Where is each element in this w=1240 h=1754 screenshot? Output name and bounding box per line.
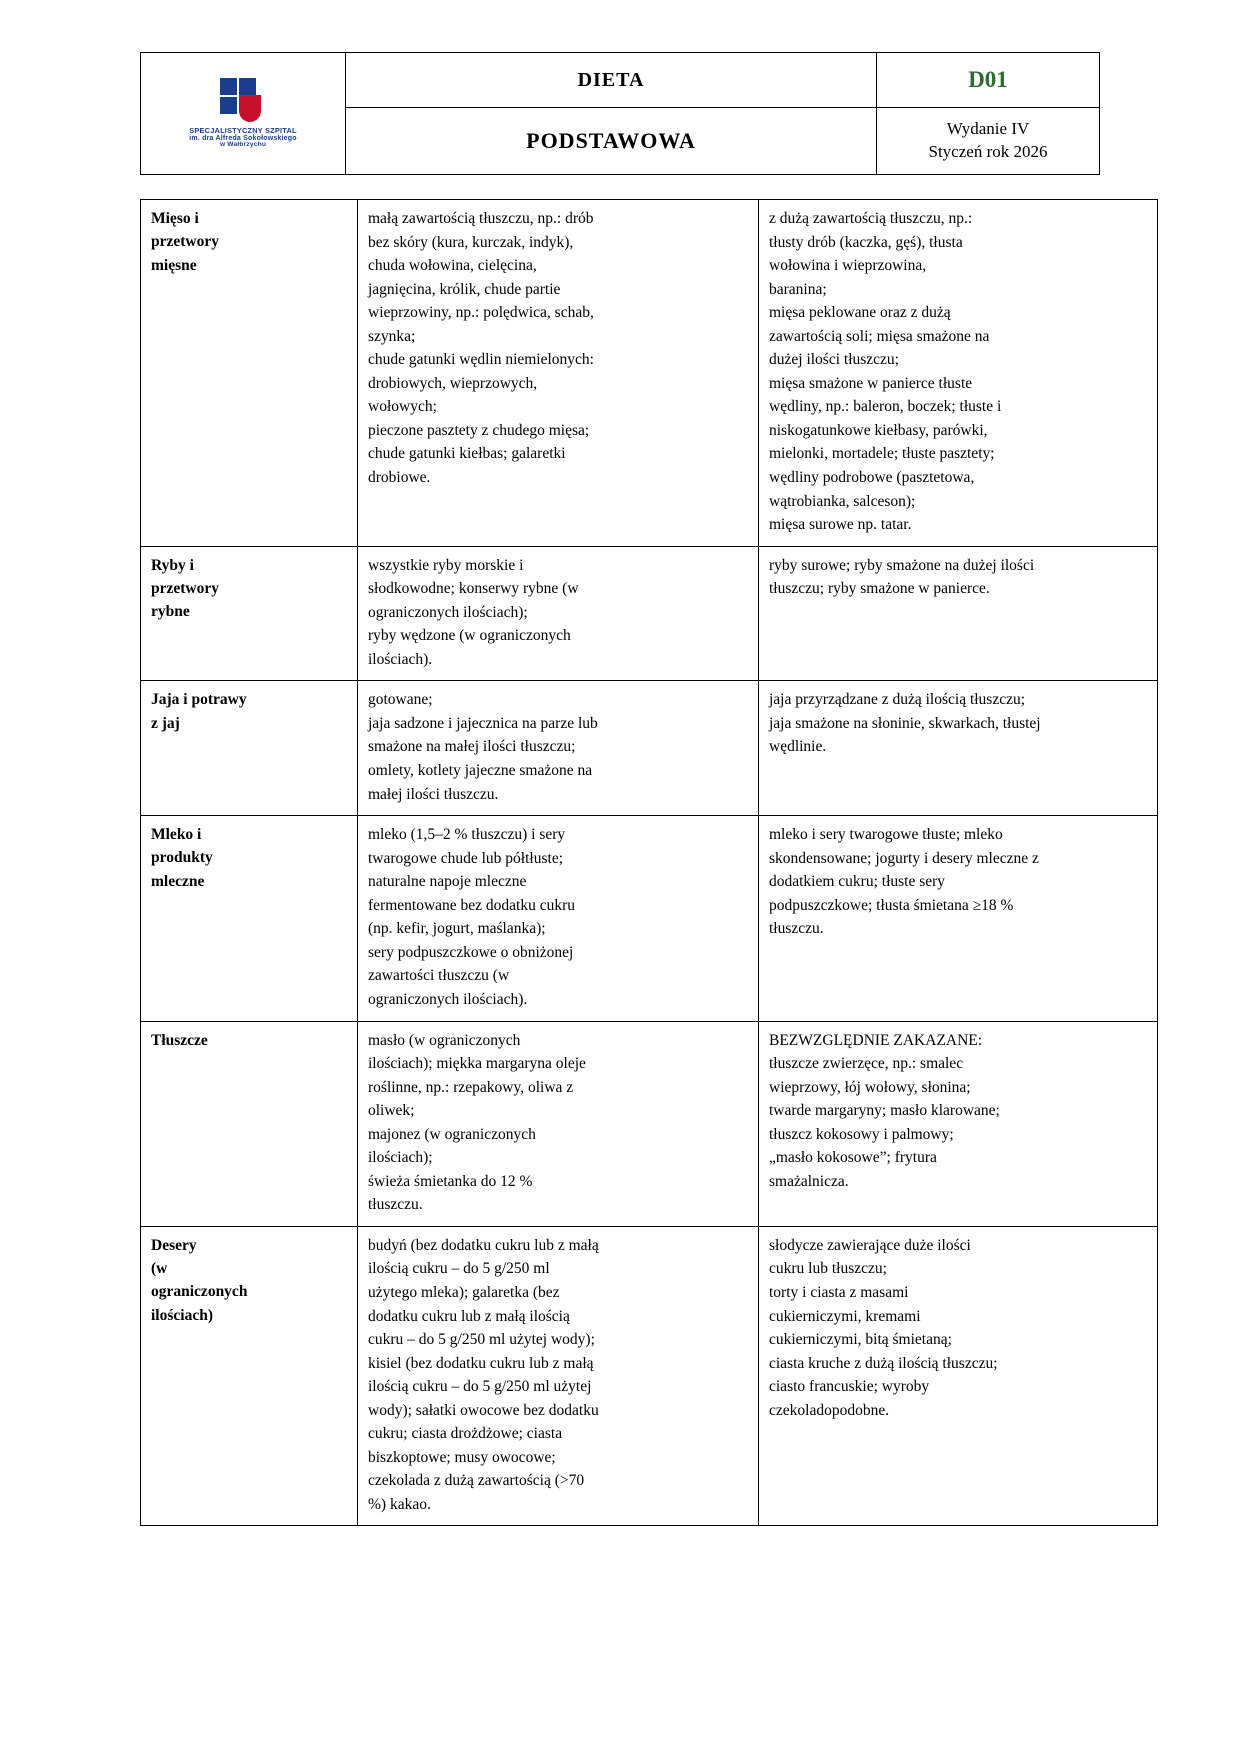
forbidden-cell (759, 200, 1158, 547)
diet-name: PODSTAWOWA (346, 108, 877, 175)
allowed-line: oliwek; (368, 1102, 415, 1120)
allowed-line: kisiel (bez dodatku cukru lub z małą (368, 1354, 594, 1372)
forbidden-line: jaja przyrządzane z dużą ilością tłuszczu; (769, 691, 1026, 709)
allowed-line: bez skóry (kura, kurczak, indyk), (368, 233, 574, 251)
category-line: mleczne (151, 872, 205, 890)
table-row (141, 1021, 1158, 1226)
category-cell (141, 546, 358, 681)
forbidden-line: słodycze zawierające duże ilości (769, 1236, 971, 1254)
allowed-line: dodatku cukru lub z małą ilością (368, 1307, 570, 1325)
allowed-line: mleko (1,5–2 % tłuszczu) i sery (368, 826, 566, 844)
allowed-line: ryby wędzone (w ograniczonych (368, 627, 571, 645)
forbidden-cell (759, 1021, 1158, 1226)
allowed-line: ilościach); miękka margaryna oleje (368, 1055, 586, 1073)
forbidden-cell (759, 681, 1158, 816)
allowed-line: chude gatunki wędlin niemielonych: (368, 351, 594, 369)
forbidden-line: tłuszcze zwierzęce, np.: smalec (769, 1055, 964, 1073)
allowed-cell (358, 1021, 759, 1226)
allowed-line: tłuszczu. (368, 1196, 423, 1214)
allowed-cell (358, 681, 759, 816)
forbidden-line: cukierniczymi, kremami (769, 1307, 921, 1325)
category-line: produkty (151, 849, 213, 867)
allowed-line: wołowych; (368, 398, 437, 416)
allowed-line: (np. kefir, jogurt, maślanka); (368, 920, 546, 938)
category-line: Mięso i (151, 210, 199, 227)
allowed-cell (358, 546, 759, 681)
allowed-line: słodkowodne; konserwy rybne (w (368, 580, 579, 598)
category-line: rybne (151, 603, 190, 621)
forbidden-line: wieprzowy, łój wołowy, słonina; (769, 1078, 971, 1096)
forbidden-line: wędlinie. (769, 738, 827, 756)
forbidden-cell (759, 1226, 1158, 1526)
allowed-line: wieprzowiny, np.: polędwica, schab, (368, 304, 594, 322)
category-line: Mleko i (151, 826, 202, 844)
forbidden-line: mięsa peklowane oraz z dużą (769, 304, 951, 322)
allowed-line: małą zawartością tłuszczu, np.: drób (368, 210, 594, 227)
logo-line-1: SPECJALISTYCZNY SZPITAL (189, 125, 297, 135)
table-row (141, 1226, 1158, 1526)
allowed-cell (358, 200, 759, 547)
category-line: Ryby i (151, 556, 194, 574)
forbidden-line: mięsa smażone w panierce tłuste (769, 374, 973, 392)
forbidden-line: cukru lub tłuszczu; (769, 1260, 887, 1278)
category-line: (w (151, 1260, 168, 1278)
forbidden-line: ciasta kruche z dużą ilością tłuszczu; (769, 1354, 998, 1372)
diet-code: D01 (877, 53, 1100, 108)
allowed-line: masło (w ograniczonych (368, 1031, 521, 1049)
edition-cell (877, 108, 1100, 175)
forbidden-line: niskogatunkowe kiełbasy, parówki, (769, 421, 988, 439)
allowed-cell (358, 816, 759, 1021)
category-line: mięsne (151, 256, 197, 274)
allowed-line: ilością cukru – do 5 g/250 ml (368, 1260, 550, 1278)
forbidden-line: podpuszczkowe; tłusta śmietana ≥18 % (769, 896, 1014, 914)
forbidden-line: mleko i sery twarogowe tłuste; mleko (769, 826, 1003, 844)
allowed-line: chude gatunki kiełbas; galaretki (368, 445, 566, 463)
forbidden-line: tłuszczu; ryby smażone w panierce. (769, 580, 990, 598)
category-line: przetwory (151, 579, 219, 597)
allowed-line: omlety, kotlety jajeczne smażone na (368, 762, 593, 780)
allowed-cell (358, 1226, 759, 1526)
forbidden-line: tłuszczu. (769, 920, 824, 938)
edition-number: Wydanie IV (946, 119, 1030, 139)
allowed-line: pieczone pasztety z chudego mięsa; (368, 421, 590, 439)
forbidden-line: „masło kokosowe”; frytura (769, 1149, 937, 1167)
table-row (141, 681, 1158, 816)
edition-date: Styczeń rok 2026 (928, 142, 1048, 161)
category-line: Desery (151, 1236, 197, 1254)
category-line: Jaja i potrawy (151, 691, 247, 709)
allowed-line: budyń (bez dodatku cukru lub z małą (368, 1236, 599, 1254)
forbidden-line: mielonki, mortadele; tłuste pasztety; (769, 445, 995, 463)
forbidden-line: twarde margaryny; masło klarowane; (769, 1102, 1000, 1120)
allowed-line: zawartości tłuszczu (w (368, 967, 510, 985)
table-row (141, 816, 1158, 1021)
allowed-line: świeża śmietanka do 12 % (368, 1172, 533, 1190)
category-line: z jaj (151, 714, 180, 732)
allowed-line: małej ilości tłuszczu. (368, 785, 499, 803)
forbidden-line: cukierniczymi, bitą śmietaną; (769, 1331, 952, 1349)
allowed-line: fermentowane bez dodatku cukru (368, 896, 576, 914)
allowed-line: wody); sałatki owocowe bez dodatku (368, 1401, 599, 1419)
diet-label: DIETA (346, 53, 877, 108)
allowed-line: cukru – do 5 g/250 ml użytej wody); (368, 1331, 595, 1349)
forbidden-line: mięsa surowe np. tatar. (769, 516, 912, 534)
allowed-line: majonez (w ograniczonych (368, 1125, 536, 1143)
forbidden-line: z dużą zawartością tłuszczu, np.: (769, 210, 973, 227)
allowed-line: ilościach). (368, 650, 433, 668)
category-cell (141, 1226, 358, 1526)
category-line: ograniczonych (151, 1283, 248, 1301)
allowed-line: drobiowe. (368, 469, 431, 487)
allowed-line: sery podpuszczkowe o obniżonej (368, 943, 574, 961)
allowed-line: ilością cukru – do 5 g/250 ml użytej (368, 1378, 592, 1396)
allowed-line: naturalne napoje mleczne (368, 873, 527, 891)
allowed-line: ograniczonych ilościach). (368, 990, 528, 1008)
category-line: ilościach) (151, 1306, 213, 1324)
forbidden-line: skondensowane; jogurty i desery mleczne z (769, 849, 1039, 867)
hospital-logo-icon (212, 78, 274, 122)
category-line: przetwory (151, 233, 219, 251)
category-cell (141, 1021, 358, 1226)
forbidden-line: dodatkiem cukru; tłuste sery (769, 873, 946, 891)
allowed-line: roślinne, np.: rzepakowy, oliwa z (368, 1078, 574, 1096)
allowed-line: czekolada z dużą zawartością (>70 (368, 1472, 585, 1490)
forbidden-line: ciasto francuskie; wyroby (769, 1378, 930, 1396)
forbidden-line: BEZWZGLĘDNIE ZAKAZANE: (769, 1031, 983, 1049)
logo-line-2: im. dra Alfreda Sokołowskiego (189, 134, 297, 142)
forbidden-cell (759, 546, 1158, 681)
category-cell (141, 200, 358, 547)
table-row (141, 200, 1158, 547)
allowed-line: smażone na małej ilości tłuszczu; (368, 738, 576, 756)
diet-table-body (141, 200, 1158, 1526)
hospital-logo (145, 78, 341, 149)
allowed-line: ilościach); (368, 1149, 433, 1167)
forbidden-line: tłusty drób (kaczka, gęś), tłusta (769, 233, 963, 251)
allowed-line: wszystkie ryby morskie i (368, 556, 524, 574)
allowed-line: szynka; (368, 327, 416, 345)
document-header (140, 52, 1100, 175)
allowed-line: jaja sadzone i jajecznica na parze lub (368, 714, 598, 732)
diet-table (140, 199, 1158, 1526)
forbidden-line: baranina; (769, 280, 827, 298)
allowed-line: drobiowych, wieprzowych, (368, 374, 538, 392)
hospital-logo-cell (141, 53, 346, 175)
forbidden-line: jaja smażone na słoninie, skwarkach, tłustej (769, 714, 1041, 732)
forbidden-line: wędliny podrobowe (pasztetowa, (769, 469, 975, 487)
table-row (141, 546, 1158, 681)
allowed-line: jagnięcina, królik, chude partie (368, 280, 561, 298)
allowed-line: %) kakao. (368, 1495, 431, 1513)
forbidden-cell (759, 816, 1158, 1021)
allowed-line: gotowane; (368, 691, 433, 709)
forbidden-line: tłuszcz kokosowy i palmowy; (769, 1125, 954, 1143)
forbidden-line: czekoladopodobne. (769, 1401, 890, 1419)
forbidden-line: wołowina i wieprzowina, (769, 257, 927, 275)
allowed-line: chuda wołowina, cielęcina, (368, 257, 537, 275)
logo-line-3: w Wałbrzychu (219, 141, 267, 149)
forbidden-line: wędliny, np.: baleron, boczek; tłuste i (769, 398, 1002, 416)
forbidden-line: ryby surowe; ryby smażone na dużej ilości (769, 556, 1035, 574)
category-line: Tłuszcze (151, 1031, 208, 1049)
allowed-line: cukru; ciasta drożdżowe; ciasta (368, 1425, 563, 1443)
category-cell (141, 681, 358, 816)
forbidden-line: wątrobianka, salceson); (769, 492, 916, 510)
forbidden-line: dużej ilości tłuszczu; (769, 351, 899, 369)
forbidden-line: torty i ciasta z masami (769, 1283, 909, 1301)
forbidden-line: smażalnicza. (769, 1172, 849, 1190)
allowed-line: twarogowe chude lub półtłuste; (368, 849, 563, 867)
allowed-line: biszkoptowe; musy owocowe; (368, 1448, 556, 1466)
allowed-line: ograniczonych ilościach); (368, 603, 528, 621)
forbidden-line: zawartością soli; mięsa smażone na (769, 327, 990, 345)
allowed-line: użytego mleka); galaretka (bez (368, 1283, 560, 1301)
category-cell (141, 816, 358, 1021)
